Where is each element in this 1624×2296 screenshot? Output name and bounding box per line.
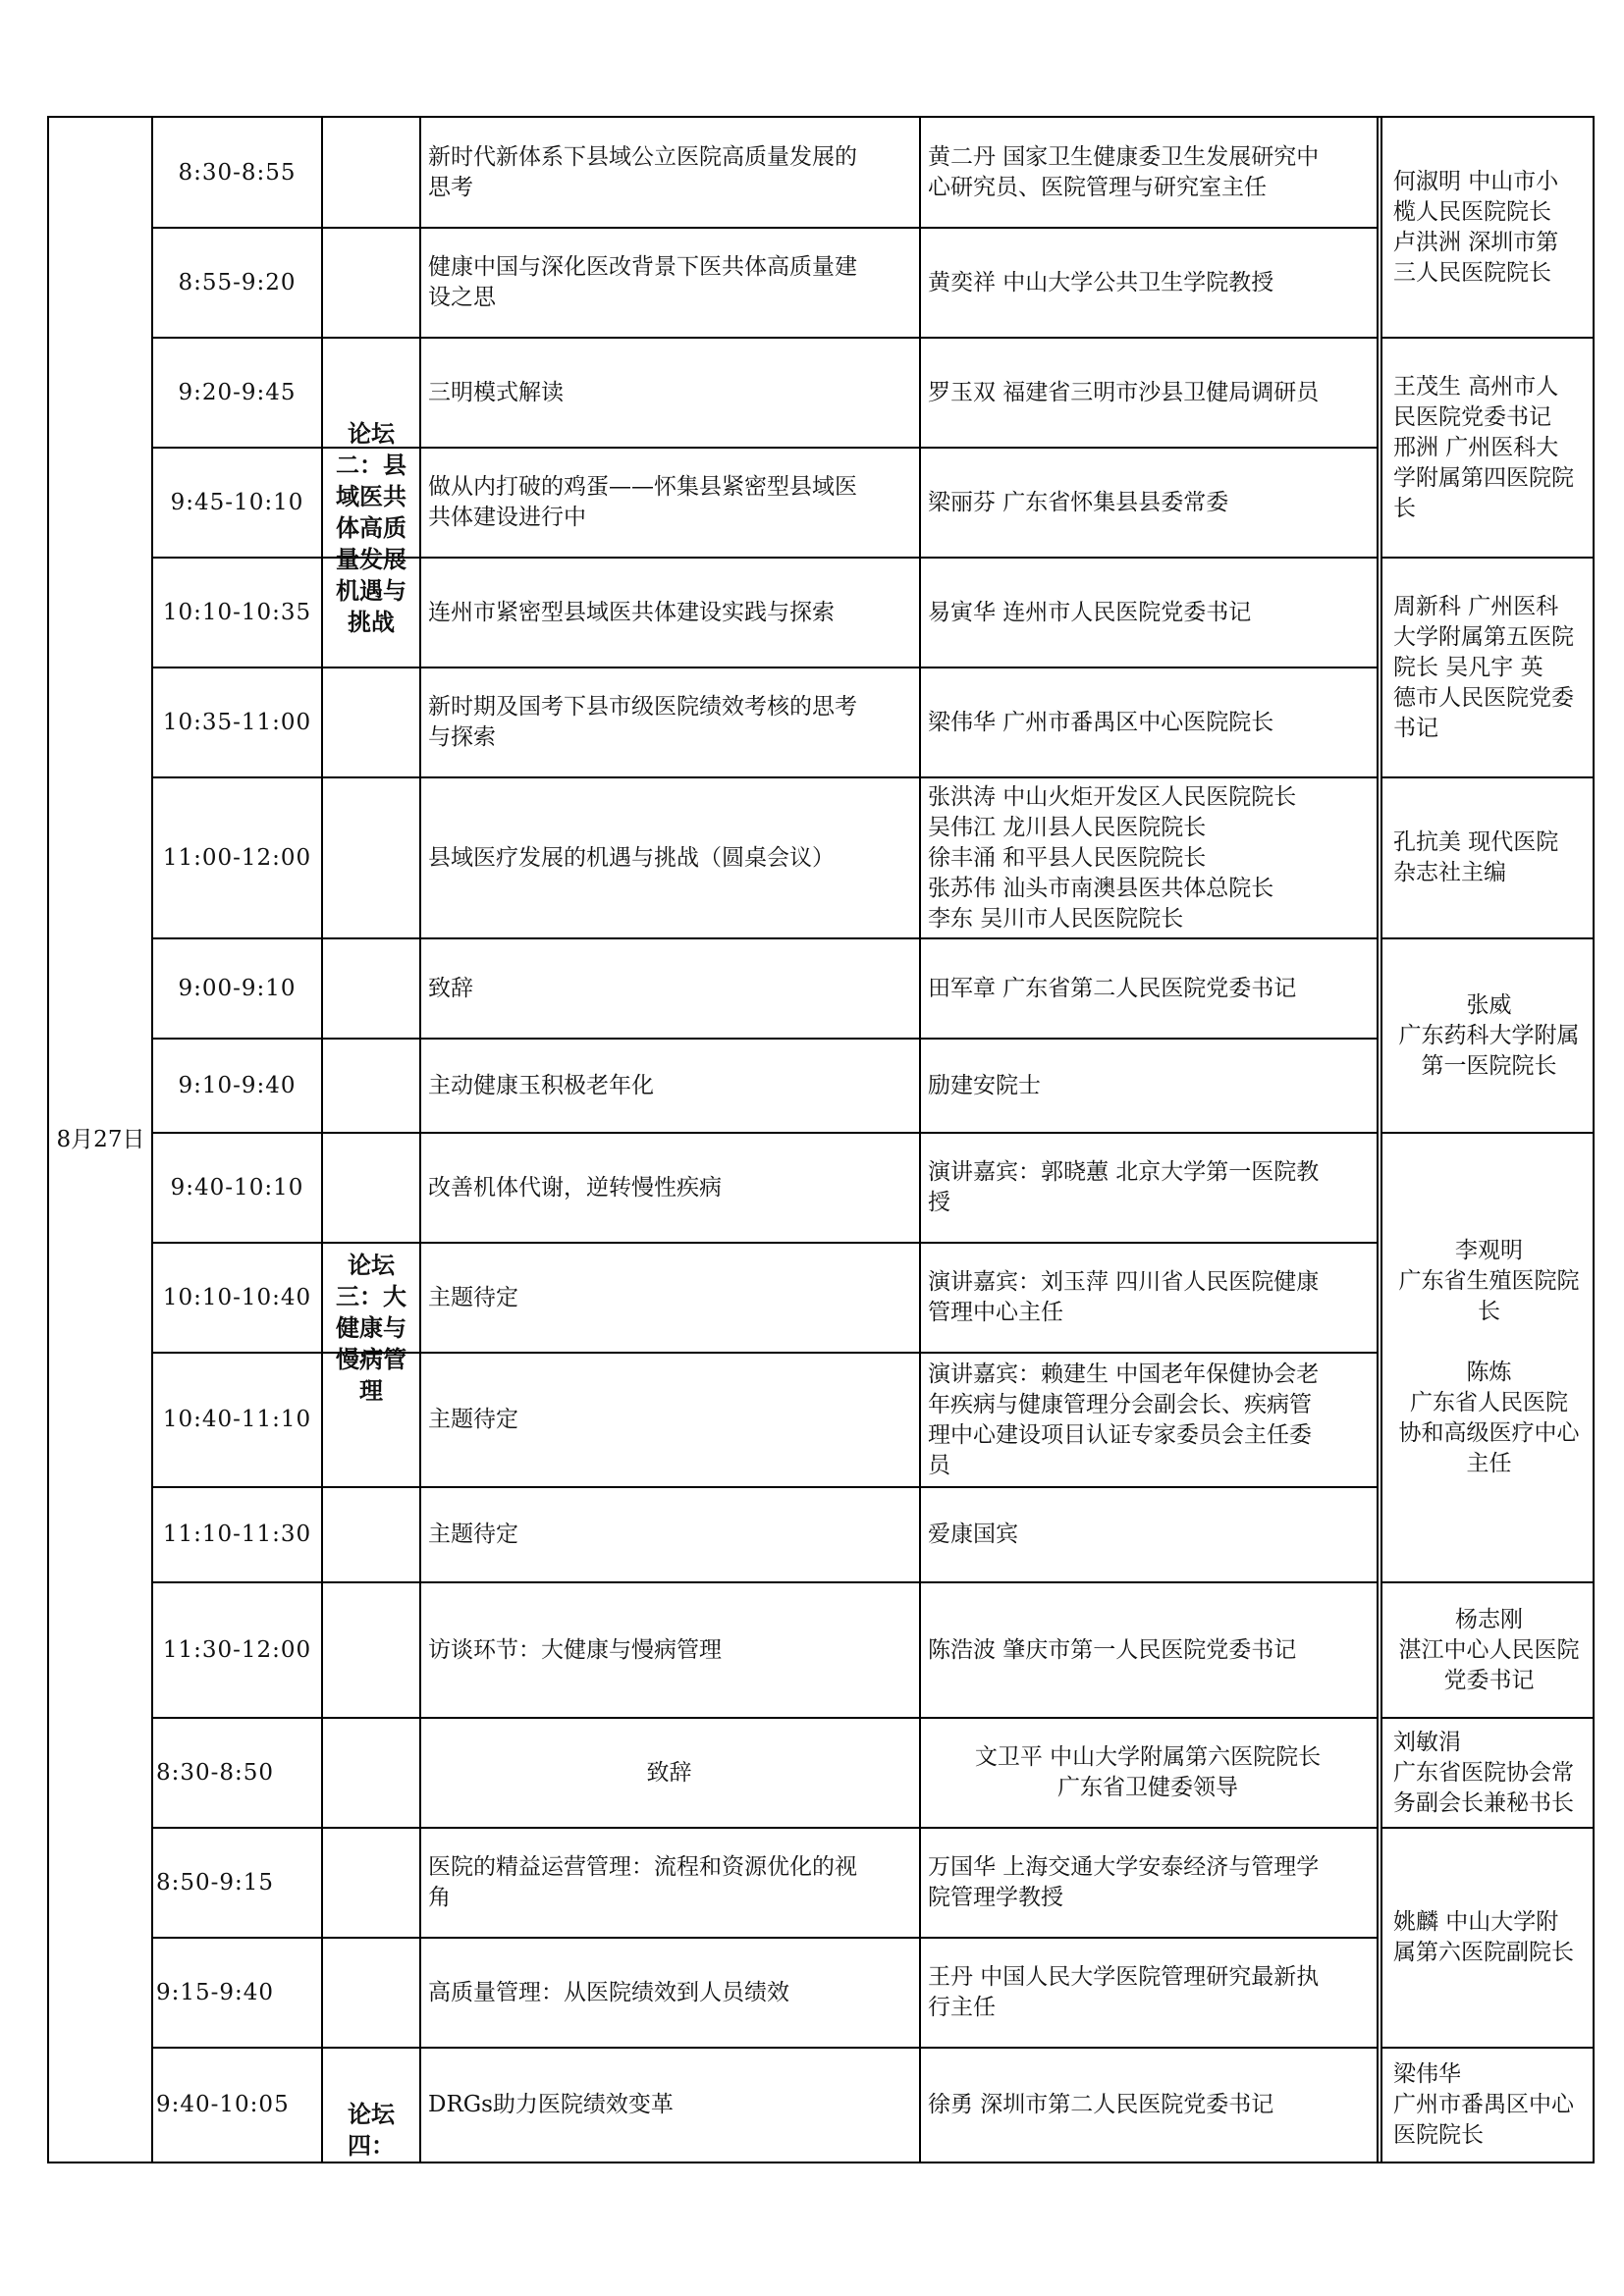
session-topic-text: 改善机体代谢，逆转慢性疾病: [428, 1174, 722, 1201]
moderator-info-text: 张威 广东药科大学附属 第一医院院长: [1398, 991, 1580, 1079]
session-topic: [420, 1039, 920, 1133]
moderator-info: [1381, 338, 1593, 558]
session-topic-text: 主动健康玉积极老年化: [428, 1072, 654, 1098]
time-slot-text: 10:35-11:00: [162, 709, 312, 735]
session-topic: [420, 1718, 920, 1828]
speaker-info: [920, 558, 1378, 667]
time-slot-text: 10:10-10:40: [162, 1284, 312, 1310]
session-topic-text: 新时代新体系下县域公立医院高质量发展的 思考: [428, 144, 857, 200]
date-cell-text: 8月27日: [56, 1126, 145, 1152]
time-slot-text: 9:10-9:40: [178, 1072, 297, 1098]
time-slot-text: 9:15-9:40: [156, 1979, 275, 2005]
session-topic: [420, 1582, 920, 1718]
speaker-info-text: 陈浩波 肇庆市第一人民医院党委书记: [928, 1636, 1297, 1663]
forum-title: [322, 938, 420, 1718]
session-topic-text: 做从内打破的鸡蛋——怀集县紧密型县域医 共体建设进行中: [428, 474, 857, 530]
time-slot: [152, 2048, 322, 2162]
speaker-info: [920, 448, 1378, 558]
time-slot-text: 8:50-9:15: [156, 1869, 275, 1896]
session-topic-text: 医院的精益运营管理：流程和资源优化的视 角: [428, 1854, 857, 1910]
time-slot: [152, 1718, 322, 1828]
session-topic: [420, 338, 920, 448]
speaker-info: [920, 1718, 1378, 1828]
forum-title-text: 论坛 四：: [348, 2100, 395, 2160]
moderator-info: [1381, 558, 1593, 777]
moderator-info-text: 刘敏涓 广东省医院协会常 务副会长兼秘书长: [1393, 1729, 1574, 1816]
speaker-info: [920, 228, 1378, 338]
session-topic: [420, 1133, 920, 1243]
speaker-info-text: 王丹 中国人民大学医院管理研究最新执 行主任: [928, 1964, 1320, 2020]
moderator-info-text: 姚麟 中山大学附 属第六医院副院长: [1393, 1909, 1574, 1965]
session-topic-text: 主题待定: [428, 1407, 518, 1432]
speaker-info-text: 演讲嘉宾：刘玉萍 四川省人民医院健康 管理中心主任: [928, 1269, 1320, 1325]
forum-title-text: 论坛 三：大 健康与 慢病管 理: [336, 1251, 406, 1405]
speaker-info-text: 万国华 上海交通大学安泰经济与管理学 院管理学教授: [928, 1854, 1320, 1910]
moderator-info-text: 周新科 广州医科 大学附属第五医院 院长 吴凡宇 英 德市人民医院党委 书记: [1393, 593, 1574, 741]
speaker-info-text: 梁伟华 广州市番禺区中心医院院长: [928, 709, 1274, 735]
time-slot-text: 8:30-8:55: [178, 159, 297, 186]
date-cell: [49, 118, 152, 2162]
session-topic-text: DRGs助力医院绩效变革: [428, 2091, 674, 2117]
time-slot-text: 9:40-10:10: [170, 1174, 304, 1201]
speaker-info-text: 黄奕祥 中山大学公共卫生学院教授: [928, 269, 1274, 295]
session-topic: [420, 667, 920, 777]
speaker-info: [920, 1243, 1378, 1353]
moderator-info-text: 何淑明 中山市小 榄人民医院院长 卢洪洲 深圳市第 三人民医院院长: [1393, 169, 1559, 286]
moderator-info: [1381, 118, 1593, 338]
session-topic: [420, 1938, 920, 2048]
session-topic: [420, 1243, 920, 1353]
speaker-info: [920, 118, 1378, 228]
moderator-info: [1381, 777, 1593, 938]
time-slot-text: 9:40-10:05: [156, 2091, 290, 2117]
time-slot: [152, 1353, 322, 1487]
speaker-info: [920, 2048, 1378, 2162]
speaker-info: [920, 1582, 1378, 1718]
time-slot-text: 11:30-12:00: [162, 1636, 312, 1663]
time-slot-text: 8:55-9:20: [178, 269, 297, 295]
time-slot: [152, 667, 322, 777]
speaker-info-text: 张洪涛 中山火炬开发区人民医院院长 吴伟江 龙川县人民医院院长 徐丰涌 和平县人民医院院长 张苏伟 汕头市南澳县医共体总院长 李东 吴川市人民医院院长: [928, 783, 1297, 932]
moderator-info: [1381, 1718, 1593, 1828]
session-topic: [420, 1828, 920, 1938]
moderator-info-text: 李观明 广东省生殖医院院 长 陈炼 广东省人民医院 协和高级医疗中心 主任: [1398, 1238, 1580, 1476]
session-topic-text: 健康中国与深化医改背景下医共体高质量建 设之思: [428, 254, 857, 310]
time-slot: [152, 1039, 322, 1133]
forum-title: [322, 1718, 420, 2162]
time-slot-text: 9:00-9:10: [178, 975, 297, 1001]
session-topic: [420, 558, 920, 667]
moderator-info-text: 王茂生 高州市人 民医院党委书记 邢洲 广州医科大 学附属第四医院院 长: [1393, 373, 1574, 521]
speaker-info: [920, 1828, 1378, 1938]
forum-title-text: 论坛 二：县 域医共 体高质 量发展 机遇与 挑战: [336, 419, 406, 636]
speaker-info: [920, 1039, 1378, 1133]
speaker-info-text: 爱康国宾: [928, 1522, 1018, 1547]
time-slot-text: 8:30-8:50: [156, 1759, 275, 1786]
moderator-info: [1381, 1828, 1593, 2048]
speaker-info-text: 田军章 广东省第二人民医院党委书记: [928, 975, 1297, 1001]
session-topic: [420, 1487, 920, 1582]
speaker-info-text: 罗玉双 福建省三明市沙县卫健局调研员: [928, 379, 1320, 405]
session-topic-text: 访谈环节：大健康与慢病管理: [428, 1636, 722, 1663]
time-slot: [152, 1582, 322, 1718]
time-slot-text: 9:45-10:10: [170, 489, 304, 515]
session-topic-text: 新时期及国考下县市级医院绩效考核的思考 与探索: [428, 694, 857, 750]
speaker-info: [920, 1133, 1378, 1243]
speaker-info: [920, 1938, 1378, 2048]
time-slot: [152, 777, 322, 938]
speaker-info: [920, 338, 1378, 448]
speaker-info-text: 励建安院士: [928, 1072, 1041, 1098]
moderator-info-text: 杨志刚 湛江中心人民医院 党委书记: [1398, 1606, 1580, 1693]
time-slot: [152, 1828, 322, 1938]
time-slot-text: 10:40-11:10: [162, 1407, 312, 1432]
time-slot: [152, 1133, 322, 1243]
time-slot: [152, 118, 322, 228]
speaker-info-text: 演讲嘉宾：郭晓蕙 北京大学第一医院教 授: [928, 1159, 1320, 1215]
speaker-info: [920, 1353, 1378, 1487]
speaker-info-text: 文卫平 中山大学附属第六医院院长 广东省卫健委领导: [974, 1744, 1322, 1800]
moderator-info: [1381, 1582, 1593, 1718]
time-slot: [152, 938, 322, 1039]
moderator-info: [1381, 2048, 1593, 2162]
session-topic-text: 三明模式解读: [428, 379, 564, 405]
speaker-info-text: 演讲嘉宾：赖建生 中国老年保健协会老 年疾病与健康管理分会副会长、疾病管 理中心建设项目认证专家委员会主任委 员: [928, 1361, 1320, 1478]
session-topic: [420, 118, 920, 228]
speaker-info-text: 黄二丹 国家卫生健康委卫生发展研究中 心研究员、医院管理与研究室主任: [928, 144, 1320, 200]
session-topic-text: 主题待定: [428, 1284, 518, 1310]
session-topic: [420, 1353, 920, 1487]
speaker-info: [920, 938, 1378, 1039]
speaker-info: [920, 1487, 1378, 1582]
time-slot: [152, 228, 322, 338]
time-slot: [152, 558, 322, 667]
moderator-info-text: 梁伟华 广州市番禺区中心 医院院长: [1393, 2060, 1574, 2148]
session-topic-text: 连州市紧密型县域医共体建设实践与探索: [428, 599, 835, 625]
session-topic: [420, 228, 920, 338]
session-topic-text: 县域医疗发展的机遇与挑战（圆桌会议）: [428, 844, 835, 871]
time-slot-text: 11:00-12:00: [162, 844, 312, 871]
session-topic: [420, 938, 920, 1039]
speaker-info-text: 梁丽芬 广东省怀集县县委常委: [928, 489, 1229, 515]
time-slot: [152, 1487, 322, 1582]
time-slot: [152, 1938, 322, 2048]
session-topic-text: 致辞: [646, 1759, 692, 1786]
time-slot-text: 11:10-11:30: [162, 1522, 312, 1547]
session-topic: [420, 2048, 920, 2162]
session-topic-text: 主题待定: [428, 1522, 518, 1547]
moderator-info: [1381, 938, 1593, 1133]
speaker-info-text: 易寅华 连州市人民医院党委书记: [928, 599, 1252, 625]
session-topic-text: 致辞: [428, 975, 473, 1001]
time-slot: [152, 448, 322, 558]
session-topic-text: 高质量管理：从医院绩效到人员绩效: [428, 1979, 789, 2005]
speaker-info: [920, 667, 1378, 777]
time-slot-text: 9:20-9:45: [178, 379, 297, 405]
moderator-info-text: 孔抗美 现代医院 杂志社主编: [1393, 829, 1559, 885]
moderator-info: [1381, 1133, 1593, 1582]
time-slot: [152, 1243, 322, 1353]
speaker-info-text: 徐勇 深圳市第二人民医院党委书记: [928, 2091, 1274, 2117]
session-topic: [420, 448, 920, 558]
time-slot-text: 10:10-10:35: [162, 599, 312, 625]
speaker-info: [920, 777, 1378, 938]
session-topic: [420, 777, 920, 938]
time-slot: [152, 338, 322, 448]
forum-title: [322, 118, 420, 938]
